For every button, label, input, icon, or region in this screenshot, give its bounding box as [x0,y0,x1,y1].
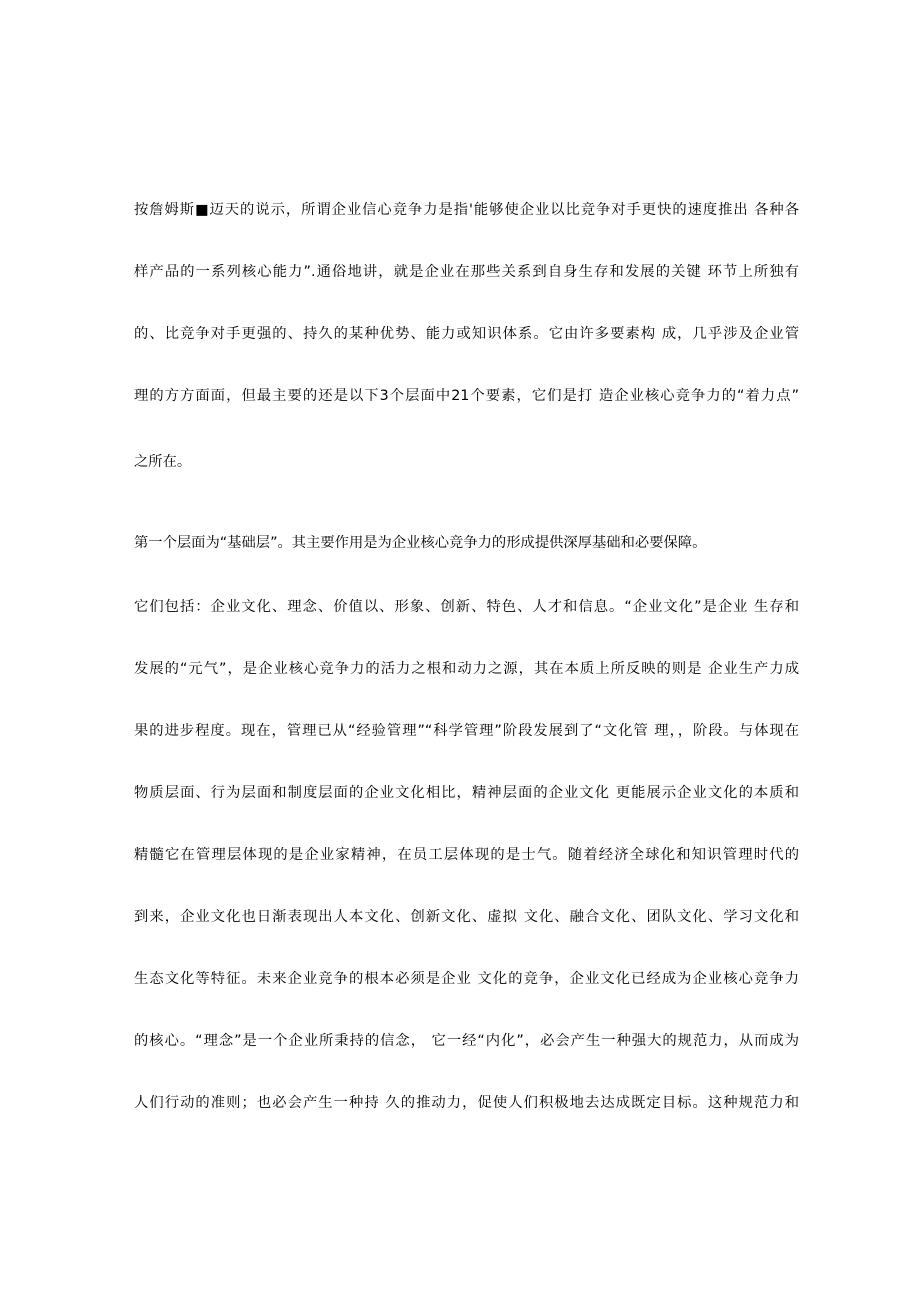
text-line: 物质层面、行为层面和制度层面的企业文化相比，精神层面的企业文化 更能展示企业文化的本质和 [134,785,799,801]
text-line: 的、比竞争对手更强的、持久的某种优势、能力或知识体系。它由许多要素构 成，几乎涉及企业管 [134,326,799,342]
text-line: 人们行动的准则；也必会产生一种持 久的推动力，促使人们积极地去达成既定目标。这种规范力和 [134,1095,799,1111]
text-line: 果的进步程度。现在，管理已从“经验管理”“科学管理”阶段发展到了“文化管 理，，阶段。与体现在 [134,723,799,739]
text-line: 精髓它在管理层体现的是企业家精神，在员工层体现的是士气。随着经济全球化和知识管理时代的 [134,847,799,863]
text-line: 理的方方面面，但最主要的还是以下3个层面中21个要素，它们是打 造企业核心竞争力的“着力点” [134,388,799,404]
text-line: 生态文化等特征。未来企业竞争的根本必须是企业 文化的竞争，企业文化已经成为企业核心竞争力 [134,971,799,987]
text-line: 它们包括：企业文化、理念、价值以、形象、创新、特色、人才和信息。“企业文化”是企业 生存和 [134,599,799,615]
text-line: 第一个层面为“基础层”。其主要作用是为企业核心竞争力的形成提供深厚基础和必要保障。 [134,535,707,551]
text-line: 按詹姆斯■迈天的说示，所谓企业信心竞争力是指'能够使企业以比竞争对手更快的速度推出 各种各 [134,202,799,218]
text-line: 发展的“元气”，是企业核心竞争力的活力之根和动力之源，其在本质上所反映的则是 企业生产力成 [134,661,799,677]
text-line: 的核心。“理念”是一个企业所秉持的信念， 它一经“内化”，必会产生一种强大的规范力，从而成为 [134,1033,799,1049]
text-line: 之所在。 [134,454,192,470]
text-line: 到来，企业文化也日渐表现出人本文化、创新文化、虚拟 文化、融合文化、团队文化、学习文化和 [134,909,799,925]
text-line: 样产品的一系列核心能力”.通俗地讲，就是企业在那些关系到自身生存和发展的关键 环节上所独有 [134,264,799,280]
